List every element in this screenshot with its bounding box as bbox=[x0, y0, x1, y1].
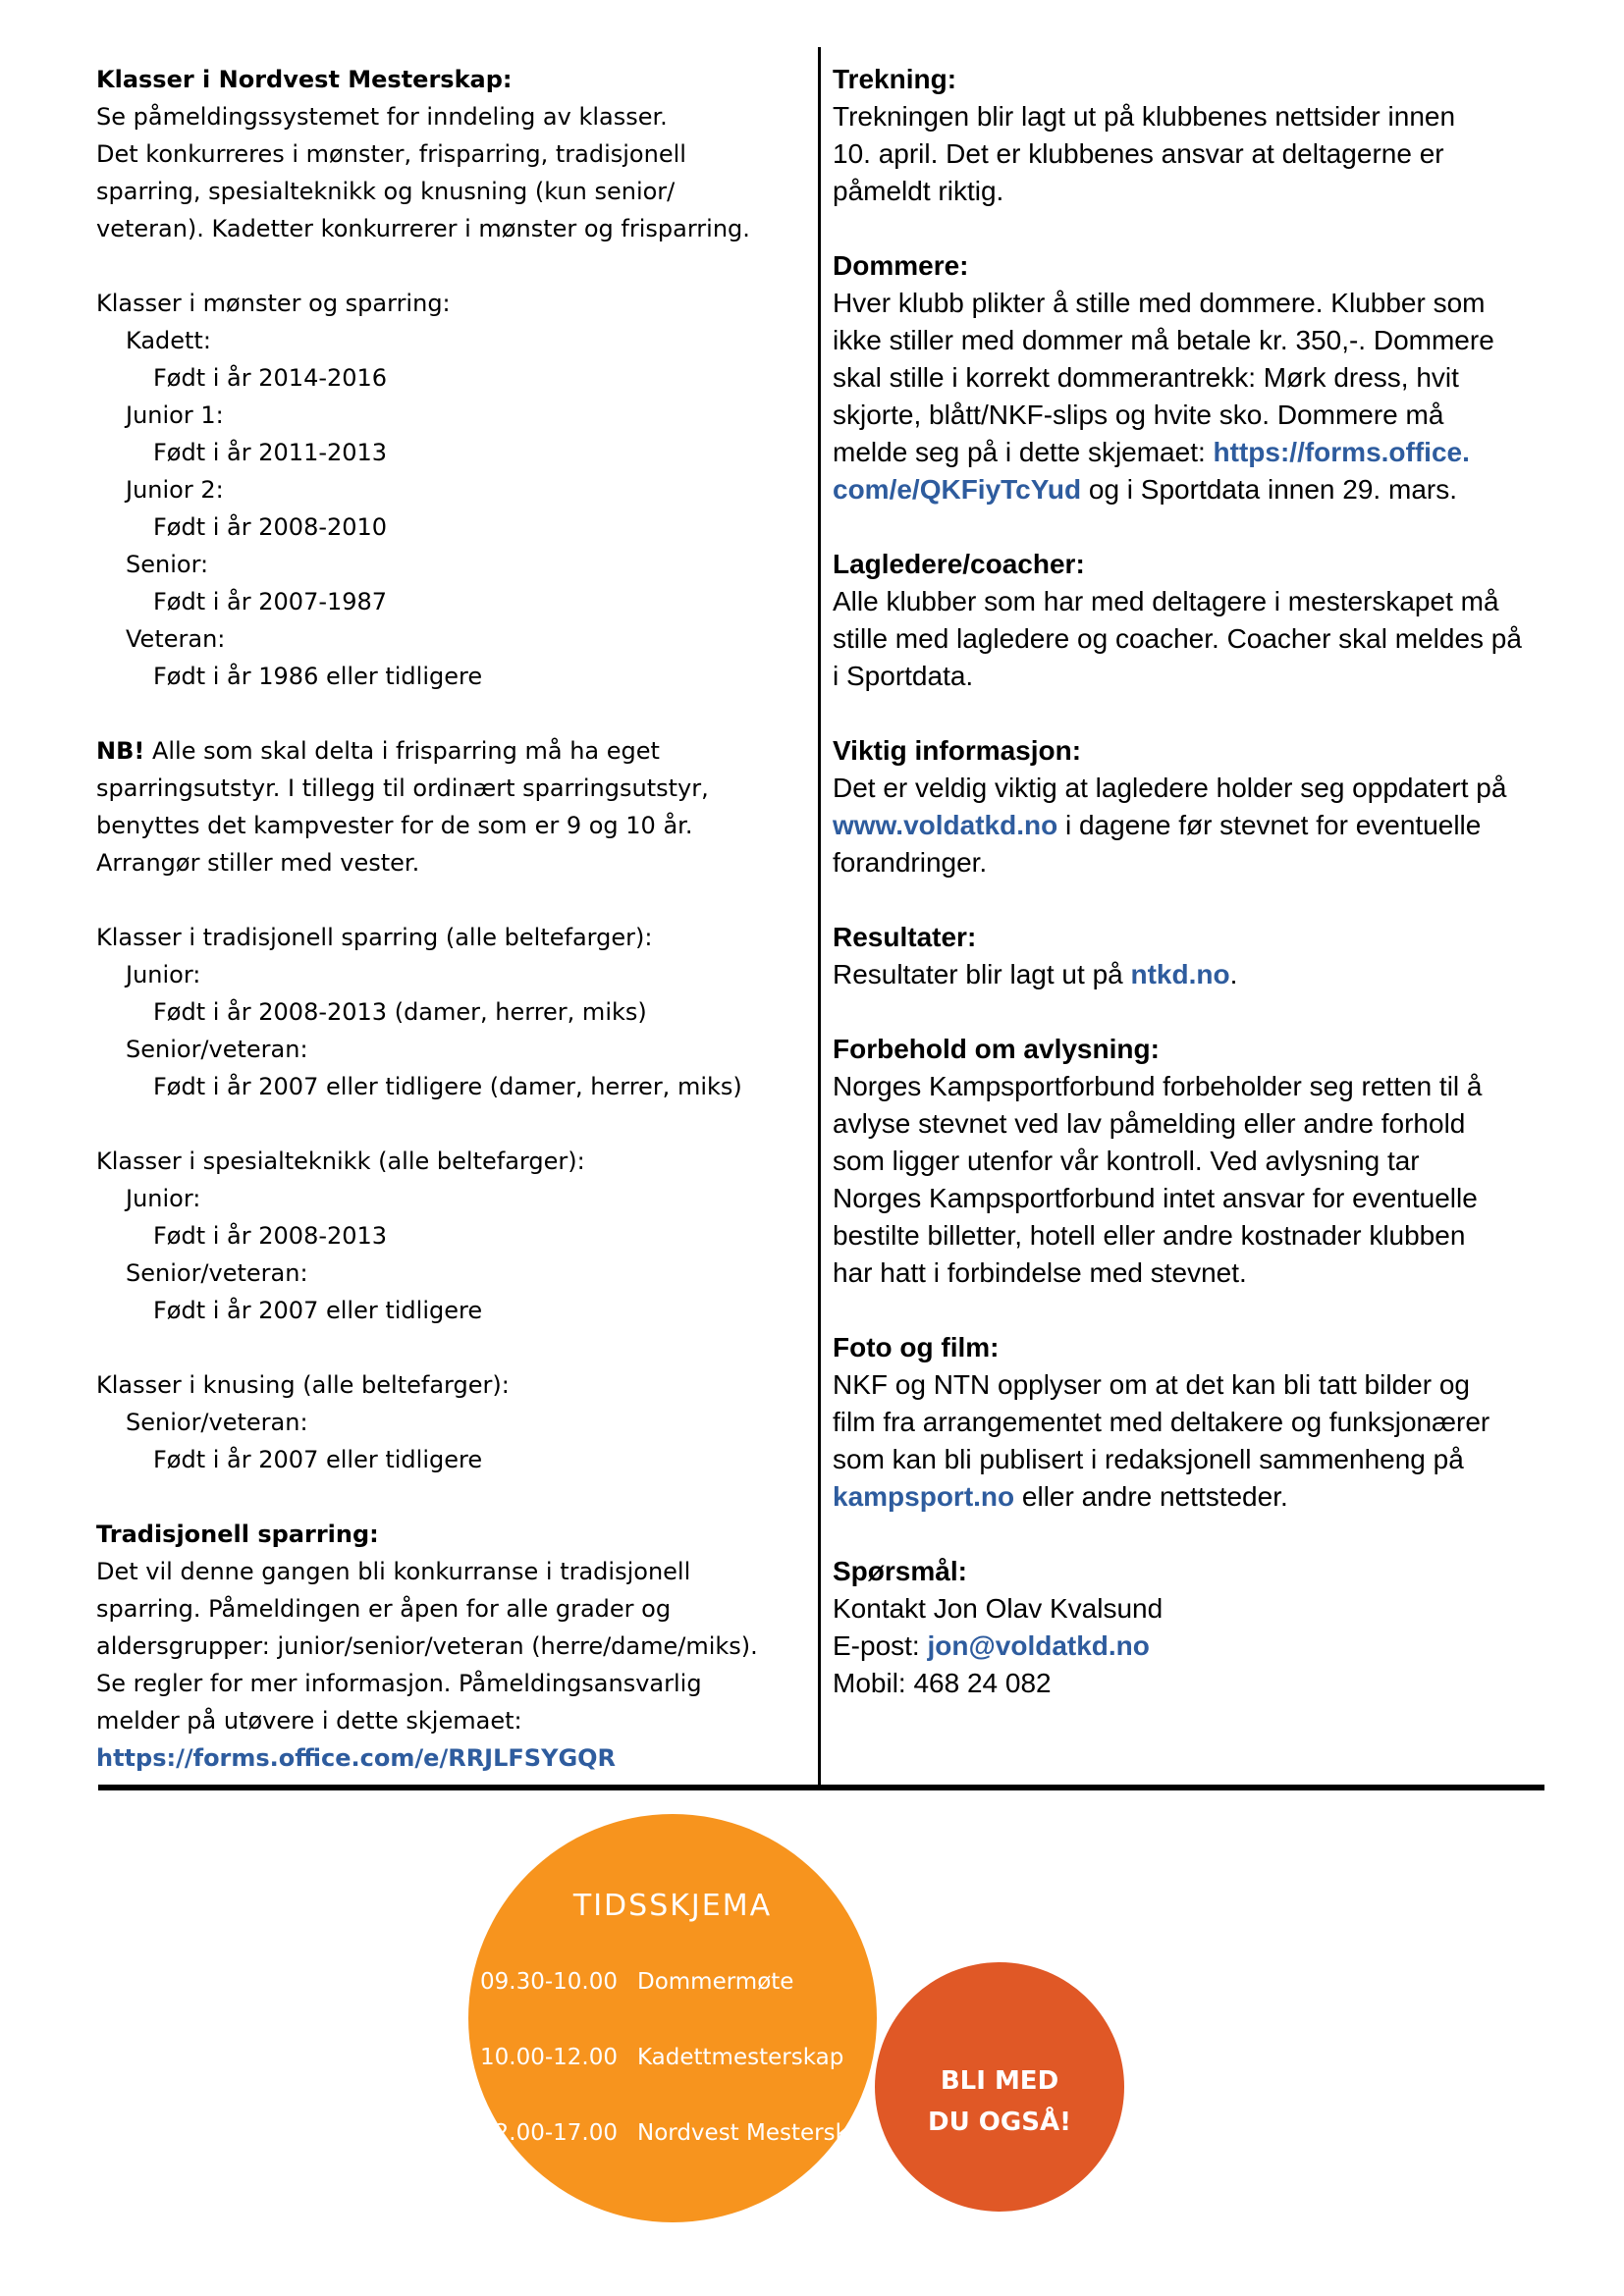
text-line bbox=[833, 173, 1545, 210]
schedule-label: Dommermøte bbox=[637, 1969, 794, 1995]
text-segment: Klasser i tradisjonell sparring (alle beltefarger): bbox=[96, 924, 653, 951]
text-line bbox=[96, 807, 799, 844]
bold-heading-text: Spørsmål: bbox=[833, 1556, 967, 1586]
text-line bbox=[96, 1031, 799, 1068]
text-segment: aldersgrupper: junior/senior/veteran (herre/dame/miks). bbox=[96, 1632, 758, 1660]
bold-heading-text: Forbehold om avlysning: bbox=[833, 1034, 1160, 1064]
text-segment: Klasser i spesialteknikk (alle beltefarger): bbox=[96, 1148, 585, 1175]
text-line bbox=[833, 1665, 1545, 1702]
text-segment: Trekningen blir lagt ut på klubbenes nettsider innen bbox=[833, 101, 1456, 132]
text-line bbox=[833, 135, 1545, 173]
text-line bbox=[833, 956, 1545, 993]
text-segment: Født i år 2007 eller tidligere (damer, herrer, miks) bbox=[153, 1073, 742, 1100]
text-line bbox=[96, 322, 799, 359]
text-segment: Født i år 2014-2016 bbox=[153, 364, 388, 392]
text-line bbox=[833, 1180, 1545, 1217]
text-line bbox=[96, 1590, 799, 1628]
text-segment: Junior 1: bbox=[126, 401, 224, 429]
text-segment: Alle som skal delta i frisparring må ha eget bbox=[144, 737, 660, 765]
text-segment: Norges Kampsportforbund forbeholder seg retten til å bbox=[833, 1071, 1483, 1101]
text-line bbox=[833, 732, 1545, 770]
hyperlink[interactable]: https://forms.office.com/e/RRJLFSYGQR bbox=[96, 1744, 617, 1772]
text-segment: Mobil: 468 24 082 bbox=[833, 1668, 1052, 1698]
text-line bbox=[833, 1553, 1545, 1590]
text-line bbox=[833, 397, 1545, 434]
text-line bbox=[833, 1366, 1545, 1404]
text-segment: sparring, spesialteknikk og knusning (kun senior/ bbox=[96, 178, 676, 205]
paragraph-block bbox=[833, 546, 1545, 695]
text-line bbox=[96, 98, 799, 135]
text-segment: melder på utøvere i dette skjemaet: bbox=[96, 1707, 522, 1735]
schedule-circle bbox=[468, 1814, 877, 2222]
hyperlink[interactable]: ntkd.no bbox=[1130, 959, 1230, 989]
text-segment: Arrangør stiller med vester. bbox=[96, 849, 420, 877]
text-segment: film fra arrangementet med deltakere og funksjonærer bbox=[833, 1407, 1490, 1437]
text-segment: Veteran: bbox=[126, 625, 226, 653]
text-segment: Junior: bbox=[126, 961, 201, 988]
text-line bbox=[833, 844, 1545, 881]
bold-heading-text: Viktig informasjon: bbox=[833, 735, 1082, 766]
text-segment: Klasser i knusing (alle beltefarger): bbox=[96, 1371, 510, 1399]
paragraph-block bbox=[833, 1329, 1545, 1516]
text-line bbox=[96, 770, 799, 807]
text-segment: NKF og NTN opplyser om at det kan bli tatt bilder og bbox=[833, 1369, 1470, 1400]
paragraph-block bbox=[96, 732, 799, 881]
schedule-label: Kadettmesterskap bbox=[637, 2045, 844, 2070]
text-line bbox=[833, 1404, 1545, 1441]
text-line bbox=[833, 1217, 1545, 1255]
hyperlink[interactable]: https://forms.office. bbox=[1213, 437, 1470, 467]
bold-heading-text: Tradisjonell sparring: bbox=[96, 1521, 379, 1548]
text-line bbox=[96, 1366, 799, 1404]
hyperlink[interactable]: kampsport.no bbox=[833, 1481, 1015, 1512]
text-segment: Klasser i mønster og sparring: bbox=[96, 290, 451, 317]
text-line bbox=[96, 1404, 799, 1441]
text-line bbox=[96, 1739, 799, 1777]
schedule-time: 09.30-10.00 bbox=[480, 1969, 618, 1995]
text-line bbox=[833, 807, 1545, 844]
text-segment: i dagene før stevnet for eventuelle bbox=[1057, 810, 1482, 840]
text-line bbox=[833, 1590, 1545, 1628]
paragraph-block bbox=[833, 247, 1545, 508]
text-line bbox=[833, 1143, 1545, 1180]
text-line bbox=[96, 844, 799, 881]
text-segment: sparringsutstyr. I tillegg til ordinært sparringsutstyr, bbox=[96, 774, 709, 802]
text-segment: Alle klubber som har med deltagere i mesterskapet må bbox=[833, 586, 1499, 616]
text-line bbox=[96, 1180, 799, 1217]
text-line bbox=[833, 434, 1545, 471]
text-line bbox=[833, 546, 1545, 583]
schedule-title: TIDSSKJEMA bbox=[572, 1889, 773, 1923]
text-segment: Det konkurreres i mønster, frisparring, tradisjonell bbox=[96, 140, 686, 168]
text-segment: Født i år 2008-2013 bbox=[153, 1222, 388, 1250]
text-line bbox=[96, 1553, 799, 1590]
text-segment: Junior: bbox=[126, 1185, 201, 1212]
schedule-row bbox=[480, 2039, 877, 2076]
text-line bbox=[833, 98, 1545, 135]
column-divider-line bbox=[818, 47, 821, 1785]
text-segment: avlyse stevnet ved lav påmelding eller andre forhold bbox=[833, 1108, 1466, 1139]
text-line bbox=[96, 1143, 799, 1180]
paragraph-block bbox=[833, 732, 1545, 881]
text-line bbox=[833, 1478, 1545, 1516]
text-segment: Se regler for mer informasjon. Påmeldingsansvarlig bbox=[96, 1670, 702, 1697]
text-line bbox=[833, 322, 1545, 359]
paragraph-block bbox=[96, 919, 799, 1105]
schedule-time: 10.00-12.00 bbox=[480, 2045, 618, 2070]
text-segment: Senior: bbox=[126, 551, 209, 578]
bold-heading-text: Dommere: bbox=[833, 250, 969, 281]
text-segment: Kadett: bbox=[126, 327, 211, 354]
paragraph-block bbox=[833, 919, 1545, 993]
text-line bbox=[96, 546, 799, 583]
text-segment: skal stille i korrekt dommerantrekk: Mørk dress, hvit bbox=[833, 362, 1459, 393]
bold-heading-text: Foto og film: bbox=[833, 1332, 1000, 1362]
bold-heading-text: Resultater: bbox=[833, 922, 977, 952]
hyperlink[interactable]: www.voldatkd.no bbox=[833, 810, 1058, 840]
text-segment: og i Sportdata innen 29. mars. bbox=[1081, 474, 1457, 505]
text-line bbox=[96, 956, 799, 993]
paragraph-block bbox=[96, 1366, 799, 1478]
text-line bbox=[833, 1255, 1545, 1292]
text-line bbox=[833, 1329, 1545, 1366]
text-line bbox=[833, 471, 1545, 508]
text-line bbox=[833, 359, 1545, 397]
schedule-row bbox=[480, 2114, 877, 2152]
text-segment: Født i år 2007 eller tidligere bbox=[153, 1446, 483, 1473]
text-line bbox=[833, 61, 1545, 98]
text-segment: Født i år 2008-2010 bbox=[153, 513, 388, 541]
text-segment: eller andre nettsteder. bbox=[1014, 1481, 1288, 1512]
bottom-horizontal-rule bbox=[98, 1785, 1544, 1790]
text-line bbox=[96, 210, 799, 247]
paragraph-block bbox=[96, 61, 799, 247]
text-segment: Se påmeldingssystemet for inndeling av klasser. bbox=[96, 103, 668, 131]
paragraph-block bbox=[96, 1516, 799, 1777]
text-line bbox=[96, 135, 799, 173]
paragraph-block bbox=[833, 1031, 1545, 1292]
text-segment: benyttes det kampvester for de som er 9 og 10 år. bbox=[96, 812, 693, 839]
text-line bbox=[96, 434, 799, 471]
text-line bbox=[96, 1702, 799, 1739]
text-segment: Det vil denne gangen bli konkurranse i tradisjonell bbox=[96, 1558, 691, 1585]
text-segment: Født i år 1986 eller tidligere bbox=[153, 663, 483, 690]
text-segment: har hatt i forbindelse med stevnet. bbox=[833, 1257, 1247, 1288]
text-segment: som kan bli publisert i redaksjonell sammenheng på bbox=[833, 1444, 1464, 1474]
text-segment: som ligger utenfor vår kontroll. Ved avlysning tar bbox=[833, 1146, 1420, 1176]
schedule-rows bbox=[480, 1963, 877, 2190]
text-segment: Junior 2: bbox=[126, 476, 224, 504]
text-segment: Født i år 2007 eller tidligere bbox=[153, 1297, 483, 1324]
text-line bbox=[96, 732, 799, 770]
text-line bbox=[833, 1031, 1545, 1068]
text-segment: Senior/veteran: bbox=[126, 1409, 308, 1436]
cta-circle bbox=[875, 1962, 1124, 2212]
text-line bbox=[96, 658, 799, 695]
text-line bbox=[833, 658, 1545, 695]
text-segment: forandringer. bbox=[833, 847, 988, 878]
hyperlink[interactable]: com/e/QKFiyTcYud bbox=[833, 474, 1082, 505]
text-segment: Kontakt Jon Olav Kvalsund bbox=[833, 1593, 1164, 1624]
text-segment: veteran). Kadetter konkurrerer i mønster og frisparring. bbox=[96, 215, 750, 242]
text-line bbox=[96, 61, 799, 98]
text-segment: stille med lagledere og coacher. Coacher skal meldes på bbox=[833, 623, 1522, 654]
text-segment: melde seg på i dette skjemaet: bbox=[833, 437, 1214, 467]
cta-line-2: DU OGSÅ! bbox=[928, 2108, 1071, 2137]
text-line bbox=[96, 173, 799, 210]
text-segment: Født i år 2011-2013 bbox=[153, 439, 388, 466]
text-segment: Resultater blir lagt ut på bbox=[833, 959, 1131, 989]
bold-heading-text: Klasser i Nordvest Mesterskap: bbox=[96, 66, 513, 93]
text-segment: E-post: bbox=[833, 1630, 928, 1661]
text-segment: Hver klubb plikter å stille med dommere. Klubber som bbox=[833, 288, 1486, 318]
text-line bbox=[96, 1292, 799, 1329]
cta-line-1: BLI MED bbox=[940, 2066, 1059, 2096]
hyperlink[interactable]: jon@voldatkd.no bbox=[927, 1630, 1150, 1661]
text-line bbox=[96, 1217, 799, 1255]
bold-heading-text: Lagledere/coacher: bbox=[833, 549, 1085, 579]
paragraph-block bbox=[96, 1143, 799, 1329]
text-line bbox=[833, 1628, 1545, 1665]
schedule-label: Nordvest Mesterskap bbox=[637, 2120, 877, 2146]
text-segment: påmeldt riktig. bbox=[833, 176, 1004, 206]
text-line bbox=[96, 471, 799, 508]
text-line bbox=[96, 397, 799, 434]
text-line bbox=[96, 1665, 799, 1702]
text-line bbox=[833, 1068, 1545, 1105]
text-segment: Senior/veteran: bbox=[126, 1259, 308, 1287]
paragraph-block bbox=[96, 285, 799, 695]
text-segment: i Sportdata. bbox=[833, 661, 974, 691]
text-line bbox=[833, 620, 1545, 658]
text-line bbox=[96, 1068, 799, 1105]
cta-text bbox=[875, 2060, 1124, 2143]
text-segment: Det er veldig viktig at lagledere holder seg oppdatert på bbox=[833, 773, 1507, 803]
text-segment: 10. april. Det er klubbenes ansvar at deltagerne er bbox=[833, 138, 1444, 169]
text-line bbox=[96, 285, 799, 322]
text-segment: Senior/veteran: bbox=[126, 1036, 308, 1063]
text-segment: Født i år 2008-2013 (damer, herrer, miks) bbox=[153, 998, 647, 1026]
text-line bbox=[833, 1441, 1545, 1478]
paragraph-block bbox=[833, 1553, 1545, 1702]
text-segment: Født i år 2007-1987 bbox=[153, 588, 388, 615]
bold-heading-text: Trekning: bbox=[833, 64, 957, 94]
text-line bbox=[96, 1516, 799, 1553]
right-column bbox=[833, 61, 1545, 1739]
text-segment: sparring. Påmeldingen er åpen for alle grader og bbox=[96, 1595, 672, 1623]
paragraph-block bbox=[833, 61, 1545, 210]
bold-heading-text: NB! bbox=[96, 737, 145, 765]
text-line bbox=[96, 1628, 799, 1665]
text-line bbox=[96, 1255, 799, 1292]
text-line bbox=[833, 583, 1545, 620]
schedule-time: 12.00-17.00 bbox=[480, 2120, 618, 2146]
text-segment: Norges Kampsportforbund intet ansvar for eventuelle bbox=[833, 1183, 1478, 1213]
text-line bbox=[96, 359, 799, 397]
text-line bbox=[833, 1105, 1545, 1143]
text-segment: bestilte billetter, hotell eller andre kostnader klubben bbox=[833, 1220, 1466, 1251]
text-segment: skjorte, blått/NKF-slips og hvite sko. Dommere må bbox=[833, 400, 1444, 430]
schedule-row bbox=[480, 1963, 877, 2001]
text-line bbox=[96, 993, 799, 1031]
text-segment: ikke stiller med dommer må betale kr. 350,-. Dommere bbox=[833, 325, 1494, 355]
text-line bbox=[96, 919, 799, 956]
left-column bbox=[96, 61, 799, 1814]
text-line bbox=[833, 285, 1545, 322]
text-segment: . bbox=[1229, 959, 1238, 989]
text-line bbox=[96, 620, 799, 658]
text-line bbox=[833, 247, 1545, 285]
text-line bbox=[96, 508, 799, 546]
text-line bbox=[833, 919, 1545, 956]
text-line bbox=[96, 1441, 799, 1478]
text-line bbox=[96, 583, 799, 620]
text-line bbox=[833, 770, 1545, 807]
